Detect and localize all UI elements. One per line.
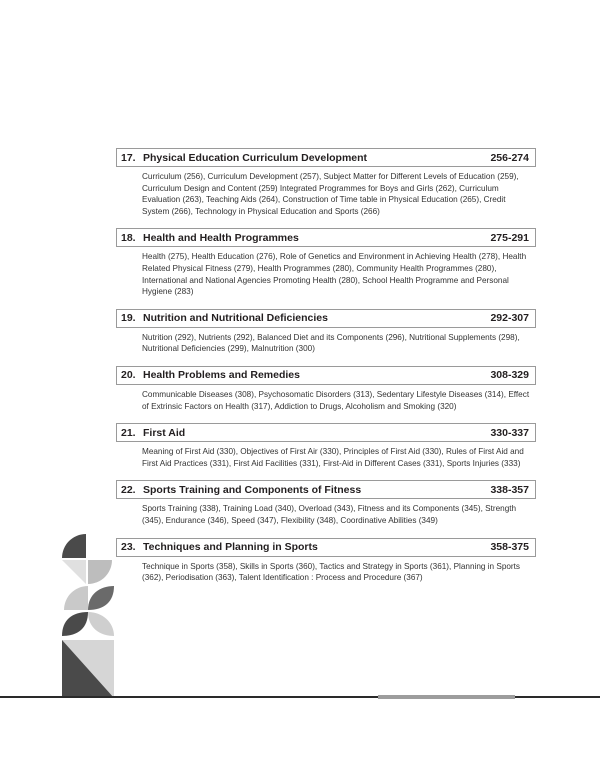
- footer-accent-bar: [378, 695, 515, 699]
- chapter-topics: Meaning of First Aid (330), Objectives of First Air (330), Principles of First Aid (330), Rules of First Aid and First Aid Practices (331), First Aid Facilities (331), First-Aid in Different Cases (331), Sports Injuries (333): [142, 447, 524, 468]
- chapter-title: Health Problems and Remedies: [143, 369, 300, 382]
- chapter-21: [116, 423, 536, 469]
- chapter-title: Sports Training and Components of Fitness: [143, 483, 362, 496]
- chapter-heading[interactable]: [116, 423, 536, 442]
- chapter-number: 23.: [121, 541, 136, 553]
- chapter-topics: Health (275), Health Education (276), Role of Genetics and Environment in Achieving Health (278), Health Related Physical Fitness (279), Health Programmes (280), Community Health Programmes (280), International and National Agencies Promoting Health (280), School Health Programme and Personal Hygiene (283): [142, 252, 527, 297]
- chapter-heading[interactable]: [116, 366, 536, 385]
- chapter-heading[interactable]: [116, 228, 536, 247]
- table-of-contents: [116, 148, 536, 595]
- decorative-shapes: [58, 530, 116, 698]
- chapter-topics: Nutrition (292), Nutrients (292), Balanced Diet and its Components (296), Nutritional Supplements (298), Nutritional Deficiencies (299), Malnutrition (300): [142, 332, 520, 354]
- chapter-18: [116, 228, 536, 297]
- chapter-topics: Sports Training (338), Training Load (340), Overload (343), Fitness and its Components (345), Strength (345), Endurance (346), Speed (347), Flexibility (348), Coordinative Abilities (349): [142, 504, 517, 525]
- chapter-pages: 308-329: [490, 369, 529, 382]
- chapter-23: [116, 538, 536, 584]
- chapter-number: 20.: [121, 369, 136, 382]
- chapter-number: 19.: [121, 312, 136, 325]
- chapter-number: 21.: [121, 426, 136, 439]
- chapter-number: 18.: [121, 231, 136, 244]
- chapter-title: Nutrition and Nutritional Deficiencies: [143, 312, 328, 325]
- chapter-heading[interactable]: [116, 148, 536, 167]
- chapter-topics: Curriculum (256), Curriculum Development (257), Subject Matter for Different Levels of Education (259), Curriculum Design and Content (259) Integrated Programmes for Boys and Girls (262), Curriculum Evaluation (263), Teaching Aids (264), Construction of Time table in Physical Education (265), Credit System (266), Technology in Physical Education and Sports (266): [142, 172, 519, 216]
- chapter-pages: 275-291: [490, 231, 529, 244]
- chapter-title: Physical Education Curriculum Development: [143, 151, 368, 164]
- chapter-20: [116, 366, 536, 412]
- chapter-22: [116, 480, 536, 526]
- chapter-pages: 358-375: [490, 541, 529, 553]
- chapter-19: [116, 309, 536, 355]
- chapter-pages: 292-307: [490, 312, 529, 325]
- chapter-topics: Communicable Diseases (308), Psychosomatic Disorders (313), Sedentary Lifestyle Diseases (314), Effect of Extrinsic Factors on Health (317), Addiction to Drugs, Alcoholism and Smoking (320): [142, 389, 530, 411]
- chapter-heading[interactable]: [116, 538, 536, 557]
- chapter-topics: Technique in Sports (358), Skills in Sports (360), Tactics and Strategy in Sports (361), Planning in Sports (362), Periodisation (363), Talent Identification : Process and Procedure (367): [142, 561, 521, 583]
- chapter-title: First Aid: [143, 426, 186, 439]
- chapter-title: Techniques and Planning in Sports: [143, 541, 318, 553]
- chapter-heading[interactable]: [116, 480, 536, 499]
- chapter-heading[interactable]: [116, 309, 536, 328]
- chapter-pages: 256-274: [490, 151, 529, 164]
- chapter-number: 22.: [121, 483, 136, 496]
- chapter-pages: 338-357: [490, 483, 529, 496]
- chapter-number: 17.: [121, 151, 136, 164]
- chapter-pages: 330-337: [490, 426, 529, 439]
- chapter-17: [116, 148, 536, 217]
- chapter-title: Health and Health Programmes: [143, 231, 299, 244]
